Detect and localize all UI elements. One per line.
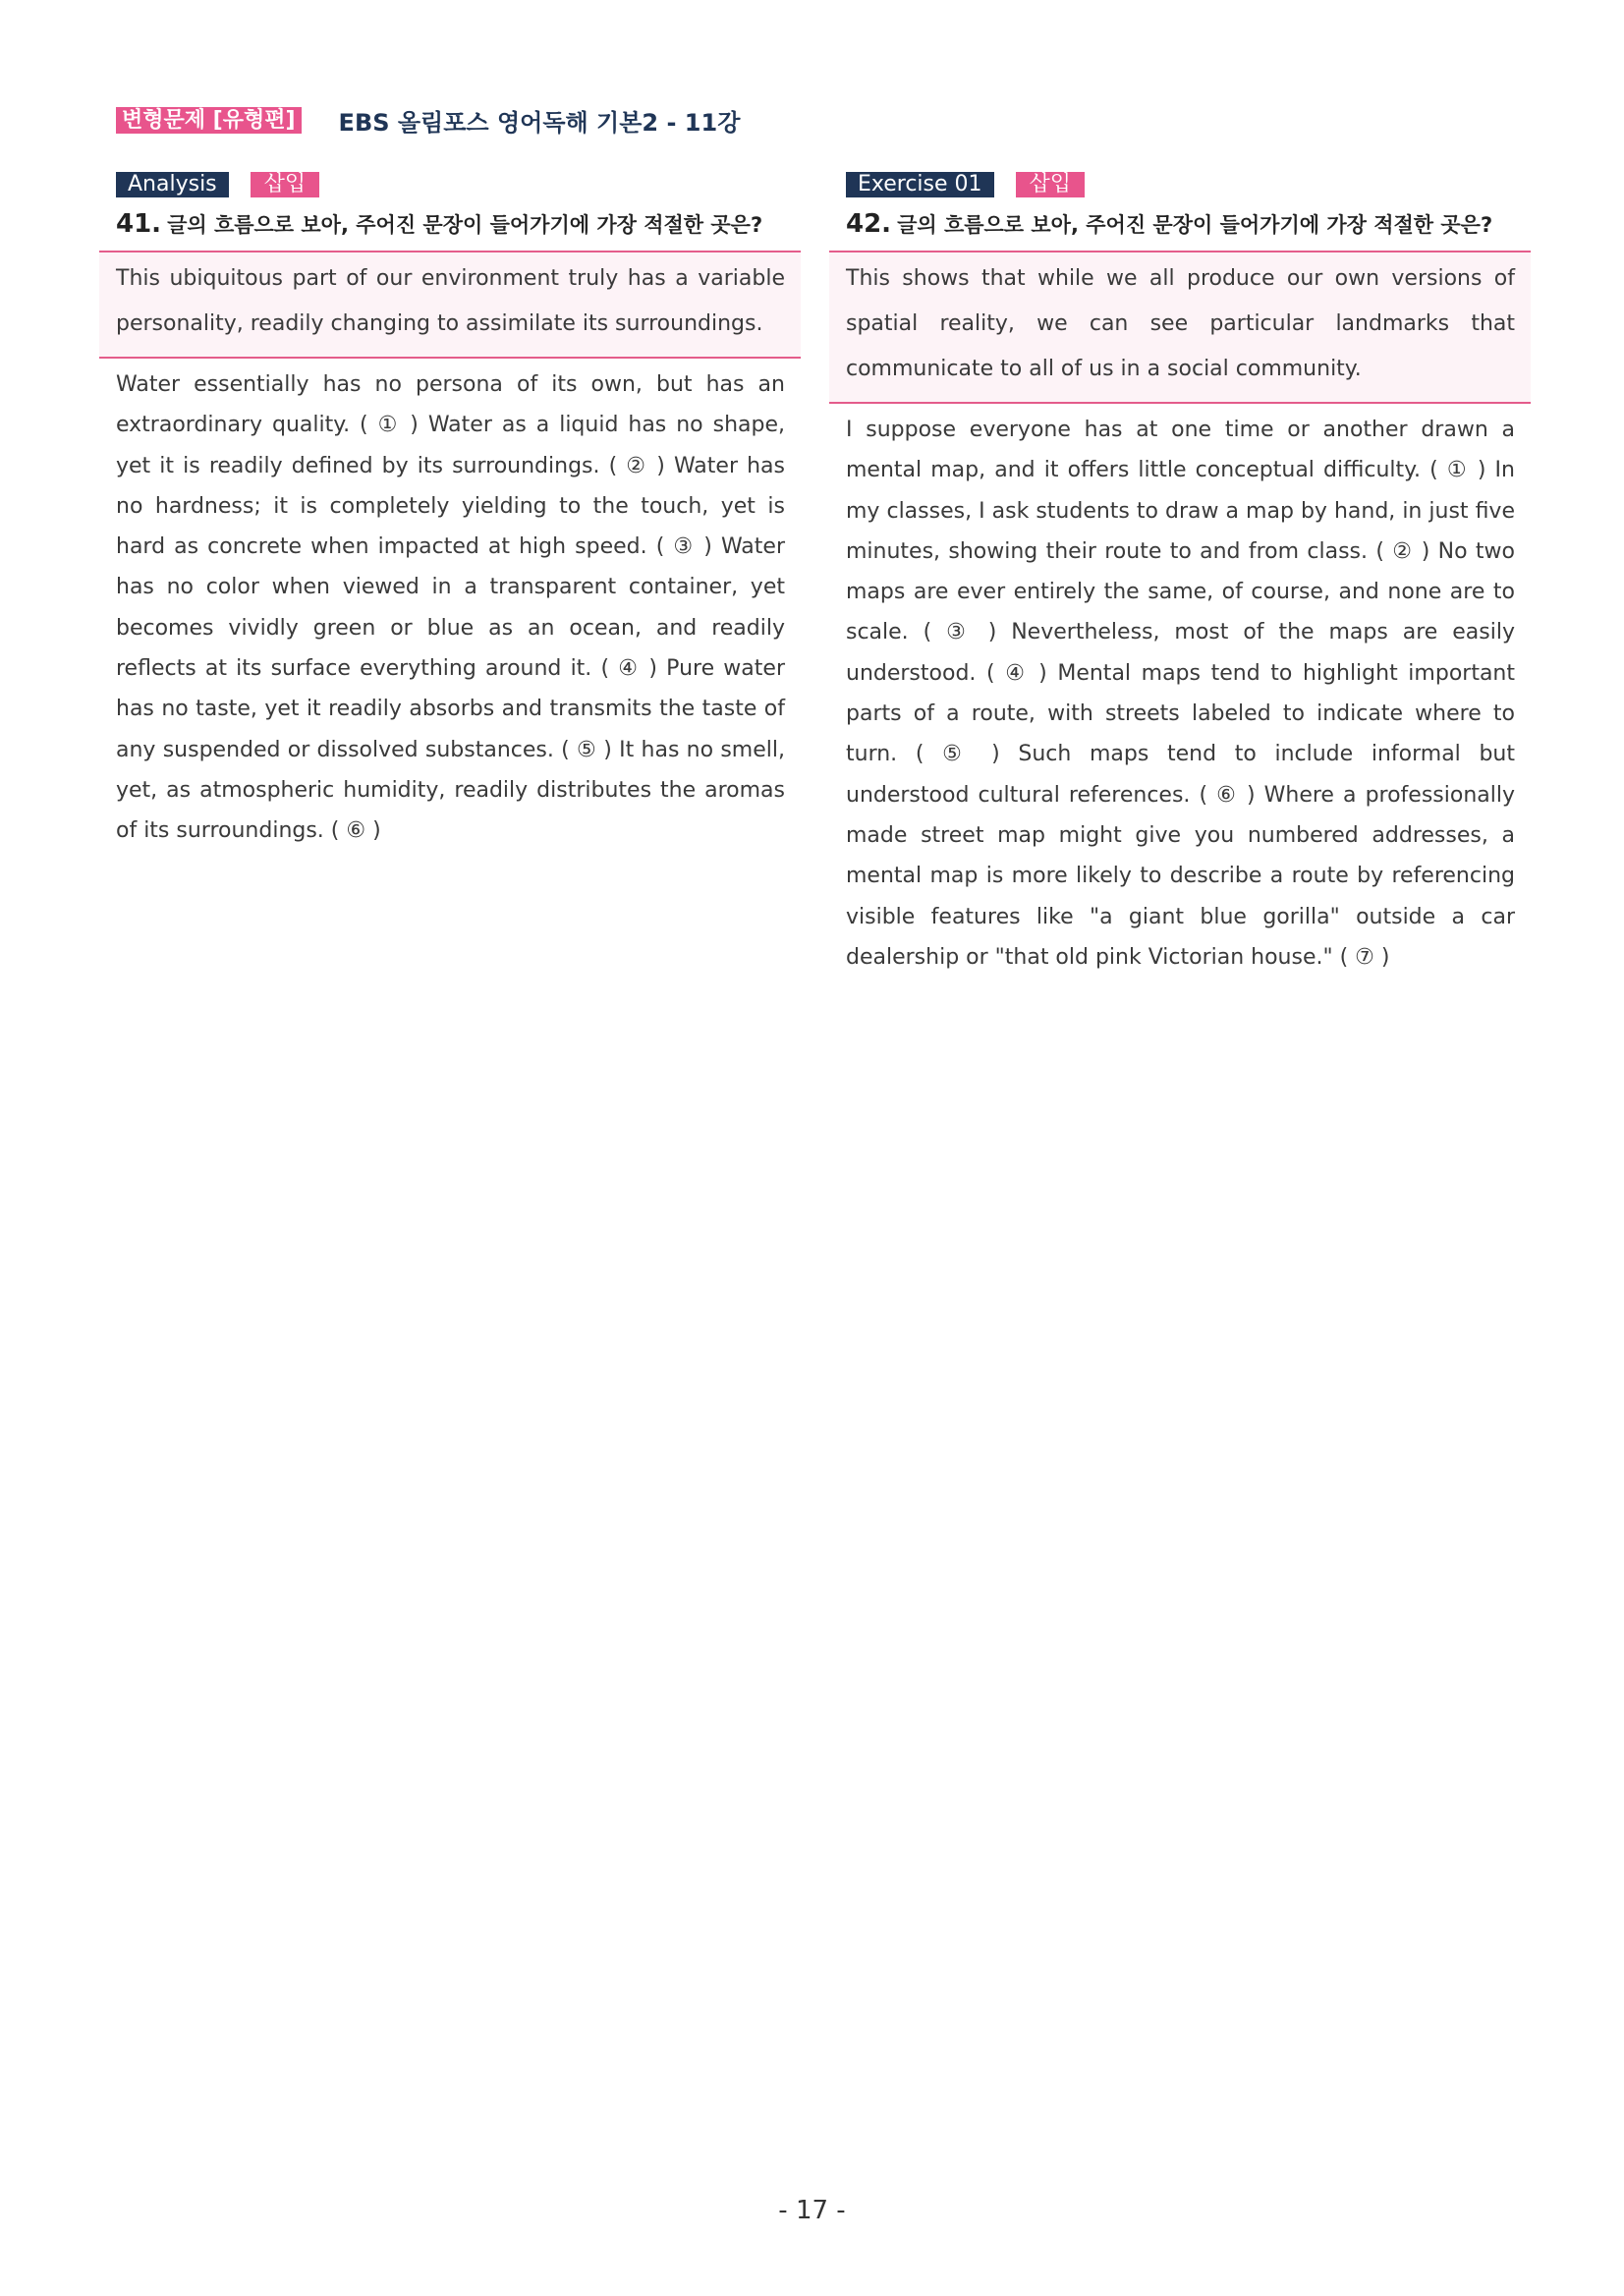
given-sentence-box: [829, 251, 1531, 404]
passage: [99, 359, 801, 852]
question-42-column: [829, 171, 1531, 978]
given-sentence-box: [99, 251, 801, 359]
question-title: [116, 205, 794, 244]
page-number: - 17 -: [778, 2196, 846, 2225]
given-sentence: This shows that while we all produce our own versions of spatial reality, we can see particular landmarks that communicate to all of us in a social community.: [846, 266, 1515, 381]
passage-text: Water essentially has no persona of its own, but has an extraordinary quality. ( ① ) Water as a liquid has no shape, yet it is readily defined by its surroundings. ( ② ) Water has no hardness; it is completely yielding to the touch, yet is hard as concrete when impacted at high speed. ( ③ ) Water has no color when viewed in a transparent container, yet becomes vividly green or blue as an ocean, and readily reflects at its surface everything around it. ( ④ ) Pure water has no taste, yet it readily absorbs and transmits the taste of any suspended or dissolved substances. ( ⑤ ) It has no smell, yet, as atmospheric humidity, readily distributes the aromas of its surroundings. ( ⑥ ): [116, 372, 785, 844]
page-header: [116, 104, 740, 136]
question-tags: [846, 171, 1531, 197]
question-41-column: [99, 171, 801, 852]
question-number: 41.: [116, 209, 162, 239]
given-sentence: This ubiquitous part of our environment truly has a variable personality, readily changing to assimilate its surroundings.: [116, 266, 785, 336]
passage: [829, 404, 1531, 978]
question-text: 글의 흐름으로 보아, 주어진 문장이 들어가기에 가장 적절한 곳은?: [897, 213, 1493, 237]
question-title: [846, 205, 1524, 244]
question-type-tag: 삽입: [1016, 172, 1086, 197]
book-title: EBS 올림포스 영어독해 기본2 - 11강: [338, 108, 741, 137]
passage-text: I suppose everyone has at one time or another drawn a mental map, and it offers little conceptual difficulty. ( ① ) In my classes, I ask students to draw a map by hand, in just five minutes, showing their route to and from class. ( ② ) No two maps are ever entirely the same, of course, and none are to scale. ( ③ ) Nevertheless, most of the maps are easily understood. ( ④ ) Mental maps tend to highlight important parts of a route, with streets labeled to indicate where to turn. ( ⑤ ) Such maps tend to include informal but understood cultural references. ( ⑥ ) Where a professionally made street map might give you numbered addresses, a mental map is more likely to describe a route by referencing visible features like "a giant blue gorilla" outside a car dealership or "that old pink Victorian house." ( ⑦ ): [846, 418, 1515, 970]
section-tag: Analysis: [116, 172, 229, 197]
problem-type-badge: 변형문제 [유형편]: [116, 107, 302, 134]
question-type-tag: 삽입: [251, 172, 320, 197]
question-text: 글의 흐름으로 보아, 주어진 문장이 들어가기에 가장 적절한 곳은?: [167, 213, 763, 237]
question-tags: [116, 171, 801, 197]
section-tag: Exercise 01: [846, 172, 994, 197]
question-number: 42.: [846, 209, 892, 239]
